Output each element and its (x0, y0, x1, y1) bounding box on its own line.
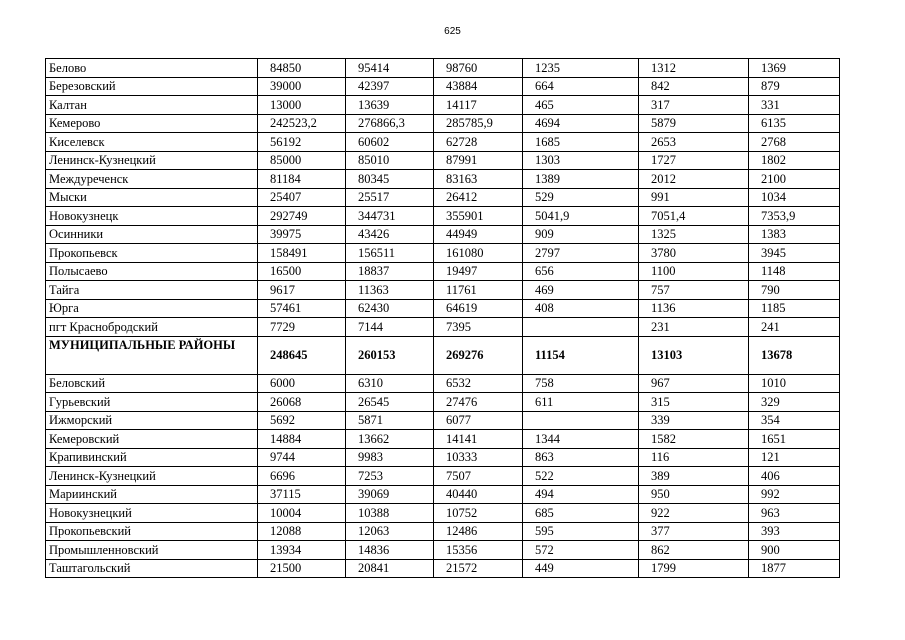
row-name-cell: Прокопьевск (46, 244, 258, 263)
value-cell: 231 (639, 318, 749, 337)
value-cell: 25517 (346, 188, 434, 207)
value-cell: 331 (749, 96, 840, 115)
value-cell: 6310 (346, 374, 434, 393)
value-cell: 1235 (523, 59, 639, 78)
row-name-cell: Ижморский (46, 411, 258, 430)
row-name-cell: Промышленновский (46, 541, 258, 560)
value-cell: 85010 (346, 151, 434, 170)
row-name-cell: МУНИЦИПАЛЬНЫЕ РАЙОНЫ (46, 336, 258, 374)
value-cell: 529 (523, 188, 639, 207)
table-row (46, 59, 840, 78)
value-cell: 1877 (749, 559, 840, 578)
value-cell: 1136 (639, 299, 749, 318)
value-cell: 19497 (434, 262, 523, 281)
table-row (46, 393, 840, 412)
value-cell: 21500 (258, 559, 346, 578)
value-cell: 87991 (434, 151, 523, 170)
value-cell: 9617 (258, 281, 346, 300)
value-cell: 3945 (749, 244, 840, 263)
value-cell: 991 (639, 188, 749, 207)
value-cell: 790 (749, 281, 840, 300)
value-cell: 7144 (346, 318, 434, 337)
table-row (46, 522, 840, 541)
value-cell: 10333 (434, 448, 523, 467)
value-cell: 39069 (346, 485, 434, 504)
value-cell: 7051,4 (639, 207, 749, 226)
value-cell: 25407 (258, 188, 346, 207)
value-cell: 1325 (639, 225, 749, 244)
value-cell: 292749 (258, 207, 346, 226)
value-cell: 1010 (749, 374, 840, 393)
value-cell: 611 (523, 393, 639, 412)
value-cell: 469 (523, 281, 639, 300)
value-cell: 84850 (258, 59, 346, 78)
value-cell: 522 (523, 467, 639, 486)
table-row (46, 207, 840, 226)
value-cell: 11154 (523, 336, 639, 374)
value-cell: 2768 (749, 133, 840, 152)
table-row (46, 504, 840, 523)
value-cell: 862 (639, 541, 749, 560)
row-name-cell: Осинники (46, 225, 258, 244)
value-cell: 758 (523, 374, 639, 393)
value-cell: 2653 (639, 133, 749, 152)
value-cell: 449 (523, 559, 639, 578)
value-cell: 344731 (346, 207, 434, 226)
row-name-cell: Киселевск (46, 133, 258, 152)
value-cell: 248645 (258, 336, 346, 374)
value-cell: 1303 (523, 151, 639, 170)
value-cell: 43426 (346, 225, 434, 244)
table-row (46, 225, 840, 244)
value-cell: 62728 (434, 133, 523, 152)
value-cell: 260153 (346, 336, 434, 374)
table-row (46, 151, 840, 170)
value-cell: 116 (639, 448, 749, 467)
value-cell: 909 (523, 225, 639, 244)
row-name-cell: Таштагольский (46, 559, 258, 578)
value-cell: 95414 (346, 59, 434, 78)
value-cell: 156511 (346, 244, 434, 263)
value-cell: 6532 (434, 374, 523, 393)
value-cell: 9744 (258, 448, 346, 467)
value-cell: 5871 (346, 411, 434, 430)
value-cell: 863 (523, 448, 639, 467)
value-cell: 11761 (434, 281, 523, 300)
value-cell: 18837 (346, 262, 434, 281)
value-cell: 13103 (639, 336, 749, 374)
table-row (46, 374, 840, 393)
value-cell: 98760 (434, 59, 523, 78)
value-cell: 879 (749, 77, 840, 96)
table-row (46, 77, 840, 96)
value-cell: 1685 (523, 133, 639, 152)
value-cell: 7395 (434, 318, 523, 337)
value-cell: 269276 (434, 336, 523, 374)
value-cell: 1389 (523, 170, 639, 189)
value-cell: 963 (749, 504, 840, 523)
value-cell: 11363 (346, 281, 434, 300)
value-cell: 572 (523, 541, 639, 560)
value-cell: 83163 (434, 170, 523, 189)
row-name-cell: Ленинск-Кузнецкий (46, 151, 258, 170)
value-cell: 7507 (434, 467, 523, 486)
value-cell: 6135 (749, 114, 840, 133)
value-cell: 57461 (258, 299, 346, 318)
value-cell: 12088 (258, 522, 346, 541)
value-cell: 85000 (258, 151, 346, 170)
value-cell: 2100 (749, 170, 840, 189)
value-cell: 121 (749, 448, 840, 467)
value-cell: 242523,2 (258, 114, 346, 133)
value-cell: 9983 (346, 448, 434, 467)
value-cell: 922 (639, 504, 749, 523)
value-cell: 393 (749, 522, 840, 541)
value-cell: 37115 (258, 485, 346, 504)
table-row (46, 448, 840, 467)
value-cell: 329 (749, 393, 840, 412)
value-cell: 6077 (434, 411, 523, 430)
value-cell: 408 (523, 299, 639, 318)
value-cell: 494 (523, 485, 639, 504)
table-row (46, 411, 840, 430)
table-row (46, 467, 840, 486)
value-cell: 6696 (258, 467, 346, 486)
row-name-cell: пгт Краснобродский (46, 318, 258, 337)
value-cell: 80345 (346, 170, 434, 189)
row-name-cell: Гурьевский (46, 393, 258, 412)
value-cell: 13639 (346, 96, 434, 115)
row-name-cell: Кемерово (46, 114, 258, 133)
value-cell: 285785,9 (434, 114, 523, 133)
value-cell: 64619 (434, 299, 523, 318)
value-cell: 757 (639, 281, 749, 300)
row-name-cell: Беловский (46, 374, 258, 393)
value-cell: 2797 (523, 244, 639, 263)
value-cell: 1312 (639, 59, 749, 78)
value-cell: 406 (749, 467, 840, 486)
value-cell: 656 (523, 262, 639, 281)
value-cell: 15356 (434, 541, 523, 560)
table-row (46, 281, 840, 300)
value-cell: 354 (749, 411, 840, 430)
value-cell: 14141 (434, 430, 523, 449)
value-cell: 10388 (346, 504, 434, 523)
value-cell: 1185 (749, 299, 840, 318)
value-cell: 42397 (346, 77, 434, 96)
value-cell: 355901 (434, 207, 523, 226)
table-body (46, 59, 840, 578)
table-row (46, 430, 840, 449)
table-row (46, 318, 840, 337)
value-cell: 1383 (749, 225, 840, 244)
value-cell: 16500 (258, 262, 346, 281)
value-cell: 26412 (434, 188, 523, 207)
value-cell: 12063 (346, 522, 434, 541)
value-cell: 14884 (258, 430, 346, 449)
value-cell: 992 (749, 485, 840, 504)
value-cell: 26545 (346, 393, 434, 412)
value-cell: 40440 (434, 485, 523, 504)
value-cell: 13934 (258, 541, 346, 560)
table-row (46, 559, 840, 578)
row-name-cell: Ленинск-Кузнецкий (46, 467, 258, 486)
value-cell: 10752 (434, 504, 523, 523)
value-cell: 13000 (258, 96, 346, 115)
value-cell: 1100 (639, 262, 749, 281)
value-cell: 14836 (346, 541, 434, 560)
value-cell: 7729 (258, 318, 346, 337)
value-cell: 950 (639, 485, 749, 504)
value-cell: 241 (749, 318, 840, 337)
value-cell: 60602 (346, 133, 434, 152)
value-cell: 1799 (639, 559, 749, 578)
table-row (46, 170, 840, 189)
value-cell: 27476 (434, 393, 523, 412)
value-cell: 1727 (639, 151, 749, 170)
value-cell: 1369 (749, 59, 840, 78)
value-cell: 7353,9 (749, 207, 840, 226)
value-cell: 4694 (523, 114, 639, 133)
table-row (46, 133, 840, 152)
data-table (45, 58, 840, 578)
value-cell: 685 (523, 504, 639, 523)
value-cell: 56192 (258, 133, 346, 152)
table-row (46, 244, 840, 263)
value-cell: 317 (639, 96, 749, 115)
row-name-cell: Полысаево (46, 262, 258, 281)
table-row (46, 262, 840, 281)
row-name-cell: Междуреченск (46, 170, 258, 189)
table-row (46, 96, 840, 115)
value-cell: 13662 (346, 430, 434, 449)
value-cell: 900 (749, 541, 840, 560)
page-number: 625 (444, 26, 461, 37)
value-cell: 14117 (434, 96, 523, 115)
value-cell: 7253 (346, 467, 434, 486)
value-cell: 39000 (258, 77, 346, 96)
row-name-cell: Крапивинский (46, 448, 258, 467)
row-name-cell: Кемеровский (46, 430, 258, 449)
table-row (46, 299, 840, 318)
value-cell: 43884 (434, 77, 523, 96)
value-cell: 26068 (258, 393, 346, 412)
value-cell: 842 (639, 77, 749, 96)
value-cell: 158491 (258, 244, 346, 263)
value-cell: 13678 (749, 336, 840, 374)
value-cell: 595 (523, 522, 639, 541)
row-name-cell: Мариинский (46, 485, 258, 504)
value-cell: 1148 (749, 262, 840, 281)
row-name-cell: Новокузнецк (46, 207, 258, 226)
row-name-cell: Тайга (46, 281, 258, 300)
value-cell: 5692 (258, 411, 346, 430)
value-cell: 12486 (434, 522, 523, 541)
value-cell: 389 (639, 467, 749, 486)
value-cell: 1802 (749, 151, 840, 170)
table-row (46, 485, 840, 504)
value-cell: 315 (639, 393, 749, 412)
table-row (46, 114, 840, 133)
value-cell: 44949 (434, 225, 523, 244)
row-name-cell: Юрга (46, 299, 258, 318)
row-name-cell: Березовский (46, 77, 258, 96)
table-row (46, 188, 840, 207)
value-cell: 1034 (749, 188, 840, 207)
value-cell: 465 (523, 96, 639, 115)
value-cell: 5041,9 (523, 207, 639, 226)
value-cell: 1651 (749, 430, 840, 449)
value-cell: 6000 (258, 374, 346, 393)
value-cell: 20841 (346, 559, 434, 578)
value-cell: 1344 (523, 430, 639, 449)
value-cell: 81184 (258, 170, 346, 189)
value-cell: 2012 (639, 170, 749, 189)
row-name-cell: Калтан (46, 96, 258, 115)
value-cell: 339 (639, 411, 749, 430)
value-cell: 5879 (639, 114, 749, 133)
value-cell: 62430 (346, 299, 434, 318)
value-cell: 161080 (434, 244, 523, 263)
value-cell (523, 411, 639, 430)
value-cell: 276866,3 (346, 114, 434, 133)
value-cell: 377 (639, 522, 749, 541)
value-cell: 664 (523, 77, 639, 96)
table-row-section (46, 336, 840, 374)
table-row (46, 541, 840, 560)
value-cell (523, 318, 639, 337)
value-cell: 1582 (639, 430, 749, 449)
row-name-cell: Мыски (46, 188, 258, 207)
value-cell: 3780 (639, 244, 749, 263)
row-name-cell: Прокопьевский (46, 522, 258, 541)
value-cell: 967 (639, 374, 749, 393)
row-name-cell: Белово (46, 59, 258, 78)
value-cell: 21572 (434, 559, 523, 578)
value-cell: 10004 (258, 504, 346, 523)
value-cell: 39975 (258, 225, 346, 244)
row-name-cell: Новокузнецкий (46, 504, 258, 523)
